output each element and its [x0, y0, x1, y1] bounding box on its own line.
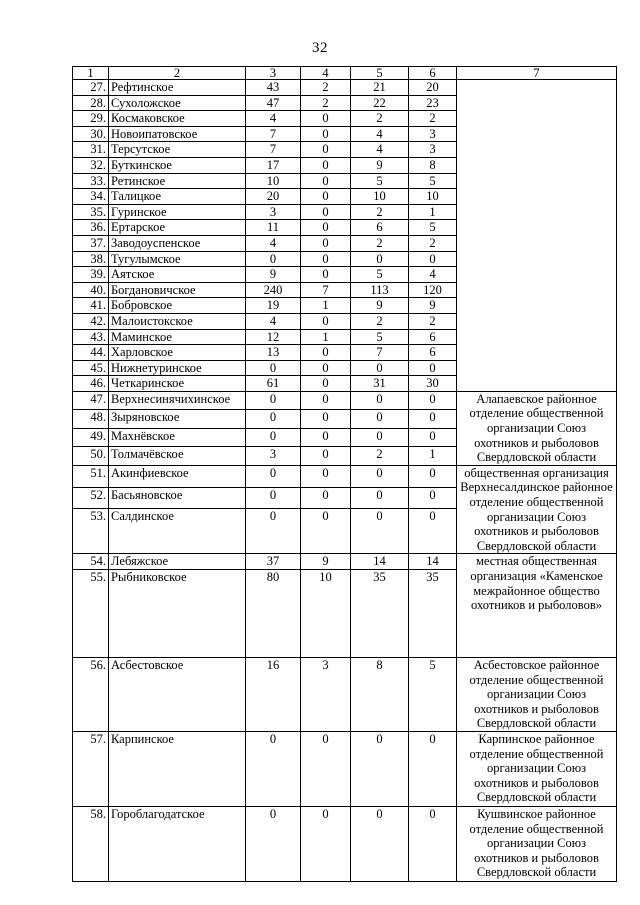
hunting-ground-name: Гуринское: [109, 204, 246, 220]
value-col-5: 9: [351, 157, 409, 173]
row-number: 28.: [73, 95, 109, 111]
value-col-3: 13: [246, 345, 301, 361]
value-col-6: 5: [409, 173, 457, 189]
row-number: 48.: [73, 410, 109, 428]
value-col-5: 2: [351, 447, 409, 466]
value-col-4: 1: [301, 298, 351, 314]
row-number: 32.: [73, 157, 109, 173]
value-col-4: 0: [301, 731, 351, 806]
value-col-4: 9: [301, 554, 351, 570]
value-col-6: 0: [409, 360, 457, 376]
hunting-ground-name: Харловское: [109, 345, 246, 361]
value-col-6: 1: [409, 447, 457, 466]
hunting-ground-name: Новоипатовское: [109, 126, 246, 142]
hunting-ground-name: Ретинское: [109, 173, 246, 189]
value-col-4: 0: [301, 267, 351, 283]
value-col-3: 11: [246, 220, 301, 236]
value-col-5: 0: [351, 410, 409, 428]
value-col-6: 6: [409, 345, 457, 361]
value-col-5: 2: [351, 313, 409, 329]
row-number: 30.: [73, 126, 109, 142]
value-col-3: 0: [246, 428, 301, 446]
hunting-ground-name: Нижнетуринское: [109, 360, 246, 376]
value-col-4: 0: [301, 465, 351, 487]
organization-cell: Кушвинское районное отделение общественной организации Союз охотников и рыболовов Свердловской области: [457, 806, 617, 881]
value-col-4: 0: [301, 410, 351, 428]
value-col-5: 0: [351, 509, 409, 554]
header-row: [73, 67, 617, 80]
value-col-5: 9: [351, 298, 409, 314]
hunting-ground-name: Бобровское: [109, 298, 246, 314]
table-row: [73, 658, 617, 732]
value-col-6: 8: [409, 157, 457, 173]
value-col-3: 4: [246, 111, 301, 127]
value-col-3: 61: [246, 376, 301, 392]
table-row: [73, 80, 617, 96]
value-col-5: 5: [351, 173, 409, 189]
value-col-6: 2: [409, 111, 457, 127]
column-header: 5: [351, 67, 409, 80]
hunting-ground-name: Четкаринское: [109, 376, 246, 392]
row-number: 51.: [73, 465, 109, 487]
value-col-4: 0: [301, 376, 351, 392]
value-col-3: 3: [246, 447, 301, 466]
organization-cell: Карпинское районное отделение общественной организации Союз охотников и рыболовов Свердловской области: [457, 731, 617, 806]
value-col-4: 3: [301, 658, 351, 732]
row-number: 52.: [73, 487, 109, 509]
table-row: [73, 391, 617, 409]
value-col-6: 0: [409, 487, 457, 509]
value-col-4: 0: [301, 157, 351, 173]
hunting-ground-name: Малоистокское: [109, 313, 246, 329]
table-row: [73, 806, 617, 881]
row-number: 55.: [73, 570, 109, 658]
row-number: 35.: [73, 204, 109, 220]
row-number: 39.: [73, 267, 109, 283]
row-number: 58.: [73, 806, 109, 881]
value-col-5: 6: [351, 220, 409, 236]
value-col-4: 2: [301, 95, 351, 111]
value-col-5: 2: [351, 204, 409, 220]
row-number: 47.: [73, 391, 109, 409]
value-col-3: 0: [246, 487, 301, 509]
value-col-3: 7: [246, 142, 301, 158]
value-col-6: 20: [409, 80, 457, 96]
row-number: 43.: [73, 329, 109, 345]
value-col-6: 0: [409, 465, 457, 487]
value-col-3: 240: [246, 282, 301, 298]
value-col-5: 14: [351, 554, 409, 570]
value-col-3: 7: [246, 126, 301, 142]
value-col-6: 0: [409, 731, 457, 806]
value-col-6: 30: [409, 376, 457, 392]
hunting-ground-name: Терсутское: [109, 142, 246, 158]
hunting-ground-name: Ертарское: [109, 220, 246, 236]
organization-cell: Алапаевское районное отделение общественной организации Союз охотников и рыболовов Свердловской области: [457, 391, 617, 465]
value-col-3: 47: [246, 95, 301, 111]
value-col-3: 0: [246, 360, 301, 376]
value-col-3: 4: [246, 313, 301, 329]
hunting-ground-name: Верхнесинячихинское: [109, 391, 246, 409]
value-col-4: 0: [301, 189, 351, 205]
value-col-4: 0: [301, 487, 351, 509]
hunting-ground-name: Басьяновское: [109, 487, 246, 509]
row-number: 27.: [73, 80, 109, 96]
value-col-5: 2: [351, 235, 409, 251]
value-col-3: 12: [246, 329, 301, 345]
column-header: 4: [301, 67, 351, 80]
value-col-5: 5: [351, 267, 409, 283]
organization-cell: общественная организация Верхнесалдинское районное отделение общественной организации Союз охотников и рыболовов Свердловской области: [457, 465, 617, 554]
value-col-3: 80: [246, 570, 301, 658]
hunting-ground-name: Асбестовское: [109, 658, 246, 732]
row-number: 29.: [73, 111, 109, 127]
value-col-5: 0: [351, 487, 409, 509]
value-col-6: 35: [409, 570, 457, 658]
value-col-6: 0: [409, 806, 457, 881]
value-col-6: 0: [409, 509, 457, 554]
value-col-3: 0: [246, 806, 301, 881]
value-col-6: 0: [409, 251, 457, 267]
row-number: 36.: [73, 220, 109, 236]
value-col-4: 0: [301, 111, 351, 127]
value-col-5: 113: [351, 282, 409, 298]
row-number: 44.: [73, 345, 109, 361]
value-col-4: 0: [301, 235, 351, 251]
value-col-4: 0: [301, 360, 351, 376]
value-col-3: 10: [246, 173, 301, 189]
value-col-5: 5: [351, 329, 409, 345]
row-number: 53.: [73, 509, 109, 554]
organization-cell: [457, 80, 617, 392]
value-col-4: 0: [301, 173, 351, 189]
row-number: 33.: [73, 173, 109, 189]
row-number: 54.: [73, 554, 109, 570]
value-col-5: 4: [351, 142, 409, 158]
value-col-5: 31: [351, 376, 409, 392]
allocation-table: [72, 66, 617, 882]
value-col-3: 43: [246, 80, 301, 96]
hunting-ground-name: Рефтинское: [109, 80, 246, 96]
row-number: 34.: [73, 189, 109, 205]
value-col-3: 37: [246, 554, 301, 570]
value-col-5: 7: [351, 345, 409, 361]
value-col-4: 0: [301, 251, 351, 267]
value-col-6: 23: [409, 95, 457, 111]
row-number: 57.: [73, 731, 109, 806]
value-col-5: 0: [351, 428, 409, 446]
value-col-5: 35: [351, 570, 409, 658]
value-col-4: 0: [301, 345, 351, 361]
hunting-ground-name: Аятское: [109, 267, 246, 283]
column-header: 1: [73, 67, 109, 80]
value-col-5: 21: [351, 80, 409, 96]
value-col-4: 0: [301, 428, 351, 446]
row-number: 31.: [73, 142, 109, 158]
value-col-6: 3: [409, 126, 457, 142]
value-col-3: 19: [246, 298, 301, 314]
value-col-4: 10: [301, 570, 351, 658]
value-col-4: 0: [301, 509, 351, 554]
value-col-4: 0: [301, 142, 351, 158]
value-col-5: 0: [351, 465, 409, 487]
hunting-ground-name: Зыряновское: [109, 410, 246, 428]
row-number: 46.: [73, 376, 109, 392]
value-col-4: 0: [301, 126, 351, 142]
value-col-5: 0: [351, 731, 409, 806]
organization-cell: местная общественная организация «Каменское межрайонное общество охотников и рыболовов»: [457, 554, 617, 658]
value-col-4: 0: [301, 204, 351, 220]
value-col-6: 5: [409, 220, 457, 236]
hunting-ground-name: Рыбниковское: [109, 570, 246, 658]
value-col-3: 9: [246, 267, 301, 283]
hunting-ground-name: Космаковское: [109, 111, 246, 127]
value-col-5: 8: [351, 658, 409, 732]
value-col-3: 0: [246, 731, 301, 806]
hunting-ground-name: Маминское: [109, 329, 246, 345]
value-col-6: 4: [409, 267, 457, 283]
organization-cell: Асбестовское районное отделение общественной организации Союз охотников и рыболовов Свердловской области: [457, 658, 617, 732]
value-col-6: 6: [409, 329, 457, 345]
row-number: 41.: [73, 298, 109, 314]
value-col-3: 0: [246, 251, 301, 267]
table-row: [73, 554, 617, 570]
hunting-ground-name: Сухоложское: [109, 95, 246, 111]
value-col-6: 2: [409, 235, 457, 251]
value-col-4: 7: [301, 282, 351, 298]
value-col-3: 20: [246, 189, 301, 205]
hunting-ground-name: Заводоуспенское: [109, 235, 246, 251]
value-col-5: 2: [351, 111, 409, 127]
value-col-4: 0: [301, 447, 351, 466]
table-row: [73, 731, 617, 806]
value-col-6: 0: [409, 428, 457, 446]
value-col-4: 0: [301, 220, 351, 236]
hunting-ground-name: Салдинское: [109, 509, 246, 554]
value-col-6: 2: [409, 313, 457, 329]
value-col-3: 0: [246, 391, 301, 409]
value-col-6: 0: [409, 391, 457, 409]
hunting-ground-name: Талицкое: [109, 189, 246, 205]
column-header: 3: [246, 67, 301, 80]
value-col-6: 9: [409, 298, 457, 314]
value-col-5: 0: [351, 360, 409, 376]
page-number: 32: [312, 40, 328, 56]
value-col-6: 14: [409, 554, 457, 570]
row-number: 42.: [73, 313, 109, 329]
value-col-3: 3: [246, 204, 301, 220]
value-col-4: 0: [301, 313, 351, 329]
hunting-ground-name: Акинфиевское: [109, 465, 246, 487]
value-col-5: 0: [351, 806, 409, 881]
value-col-5: 10: [351, 189, 409, 205]
value-col-3: 0: [246, 410, 301, 428]
hunting-ground-name: Тугулымское: [109, 251, 246, 267]
column-header: 2: [109, 67, 246, 80]
value-col-6: 3: [409, 142, 457, 158]
row-number: 49.: [73, 428, 109, 446]
value-col-5: 0: [351, 251, 409, 267]
value-col-6: 5: [409, 658, 457, 732]
row-number: 37.: [73, 235, 109, 251]
value-col-6: 1: [409, 204, 457, 220]
value-col-4: 0: [301, 391, 351, 409]
value-col-3: 16: [246, 658, 301, 732]
hunting-ground-name: Гороблагодатское: [109, 806, 246, 881]
value-col-5: 4: [351, 126, 409, 142]
row-number: 56.: [73, 658, 109, 732]
value-col-5: 0: [351, 391, 409, 409]
hunting-ground-name: Богдановичское: [109, 282, 246, 298]
row-number: 45.: [73, 360, 109, 376]
row-number: 38.: [73, 251, 109, 267]
value-col-5: 22: [351, 95, 409, 111]
hunting-ground-name: Лебяжское: [109, 554, 246, 570]
value-col-6: 120: [409, 282, 457, 298]
value-col-4: 0: [301, 806, 351, 881]
value-col-4: 1: [301, 329, 351, 345]
column-header: 7: [457, 67, 617, 80]
hunting-ground-name: Толмачёвское: [109, 447, 246, 466]
value-col-3: 4: [246, 235, 301, 251]
value-col-4: 2: [301, 80, 351, 96]
value-col-6: 0: [409, 410, 457, 428]
value-col-3: 0: [246, 509, 301, 554]
value-col-3: 0: [246, 465, 301, 487]
hunting-ground-name: Карпинское: [109, 731, 246, 806]
value-col-3: 17: [246, 157, 301, 173]
table-row: [73, 465, 617, 487]
row-number: 40.: [73, 282, 109, 298]
row-number: 50.: [73, 447, 109, 466]
value-col-6: 10: [409, 189, 457, 205]
hunting-ground-name: Буткинское: [109, 157, 246, 173]
column-header: 6: [409, 67, 457, 80]
hunting-ground-name: Махнёвское: [109, 428, 246, 446]
